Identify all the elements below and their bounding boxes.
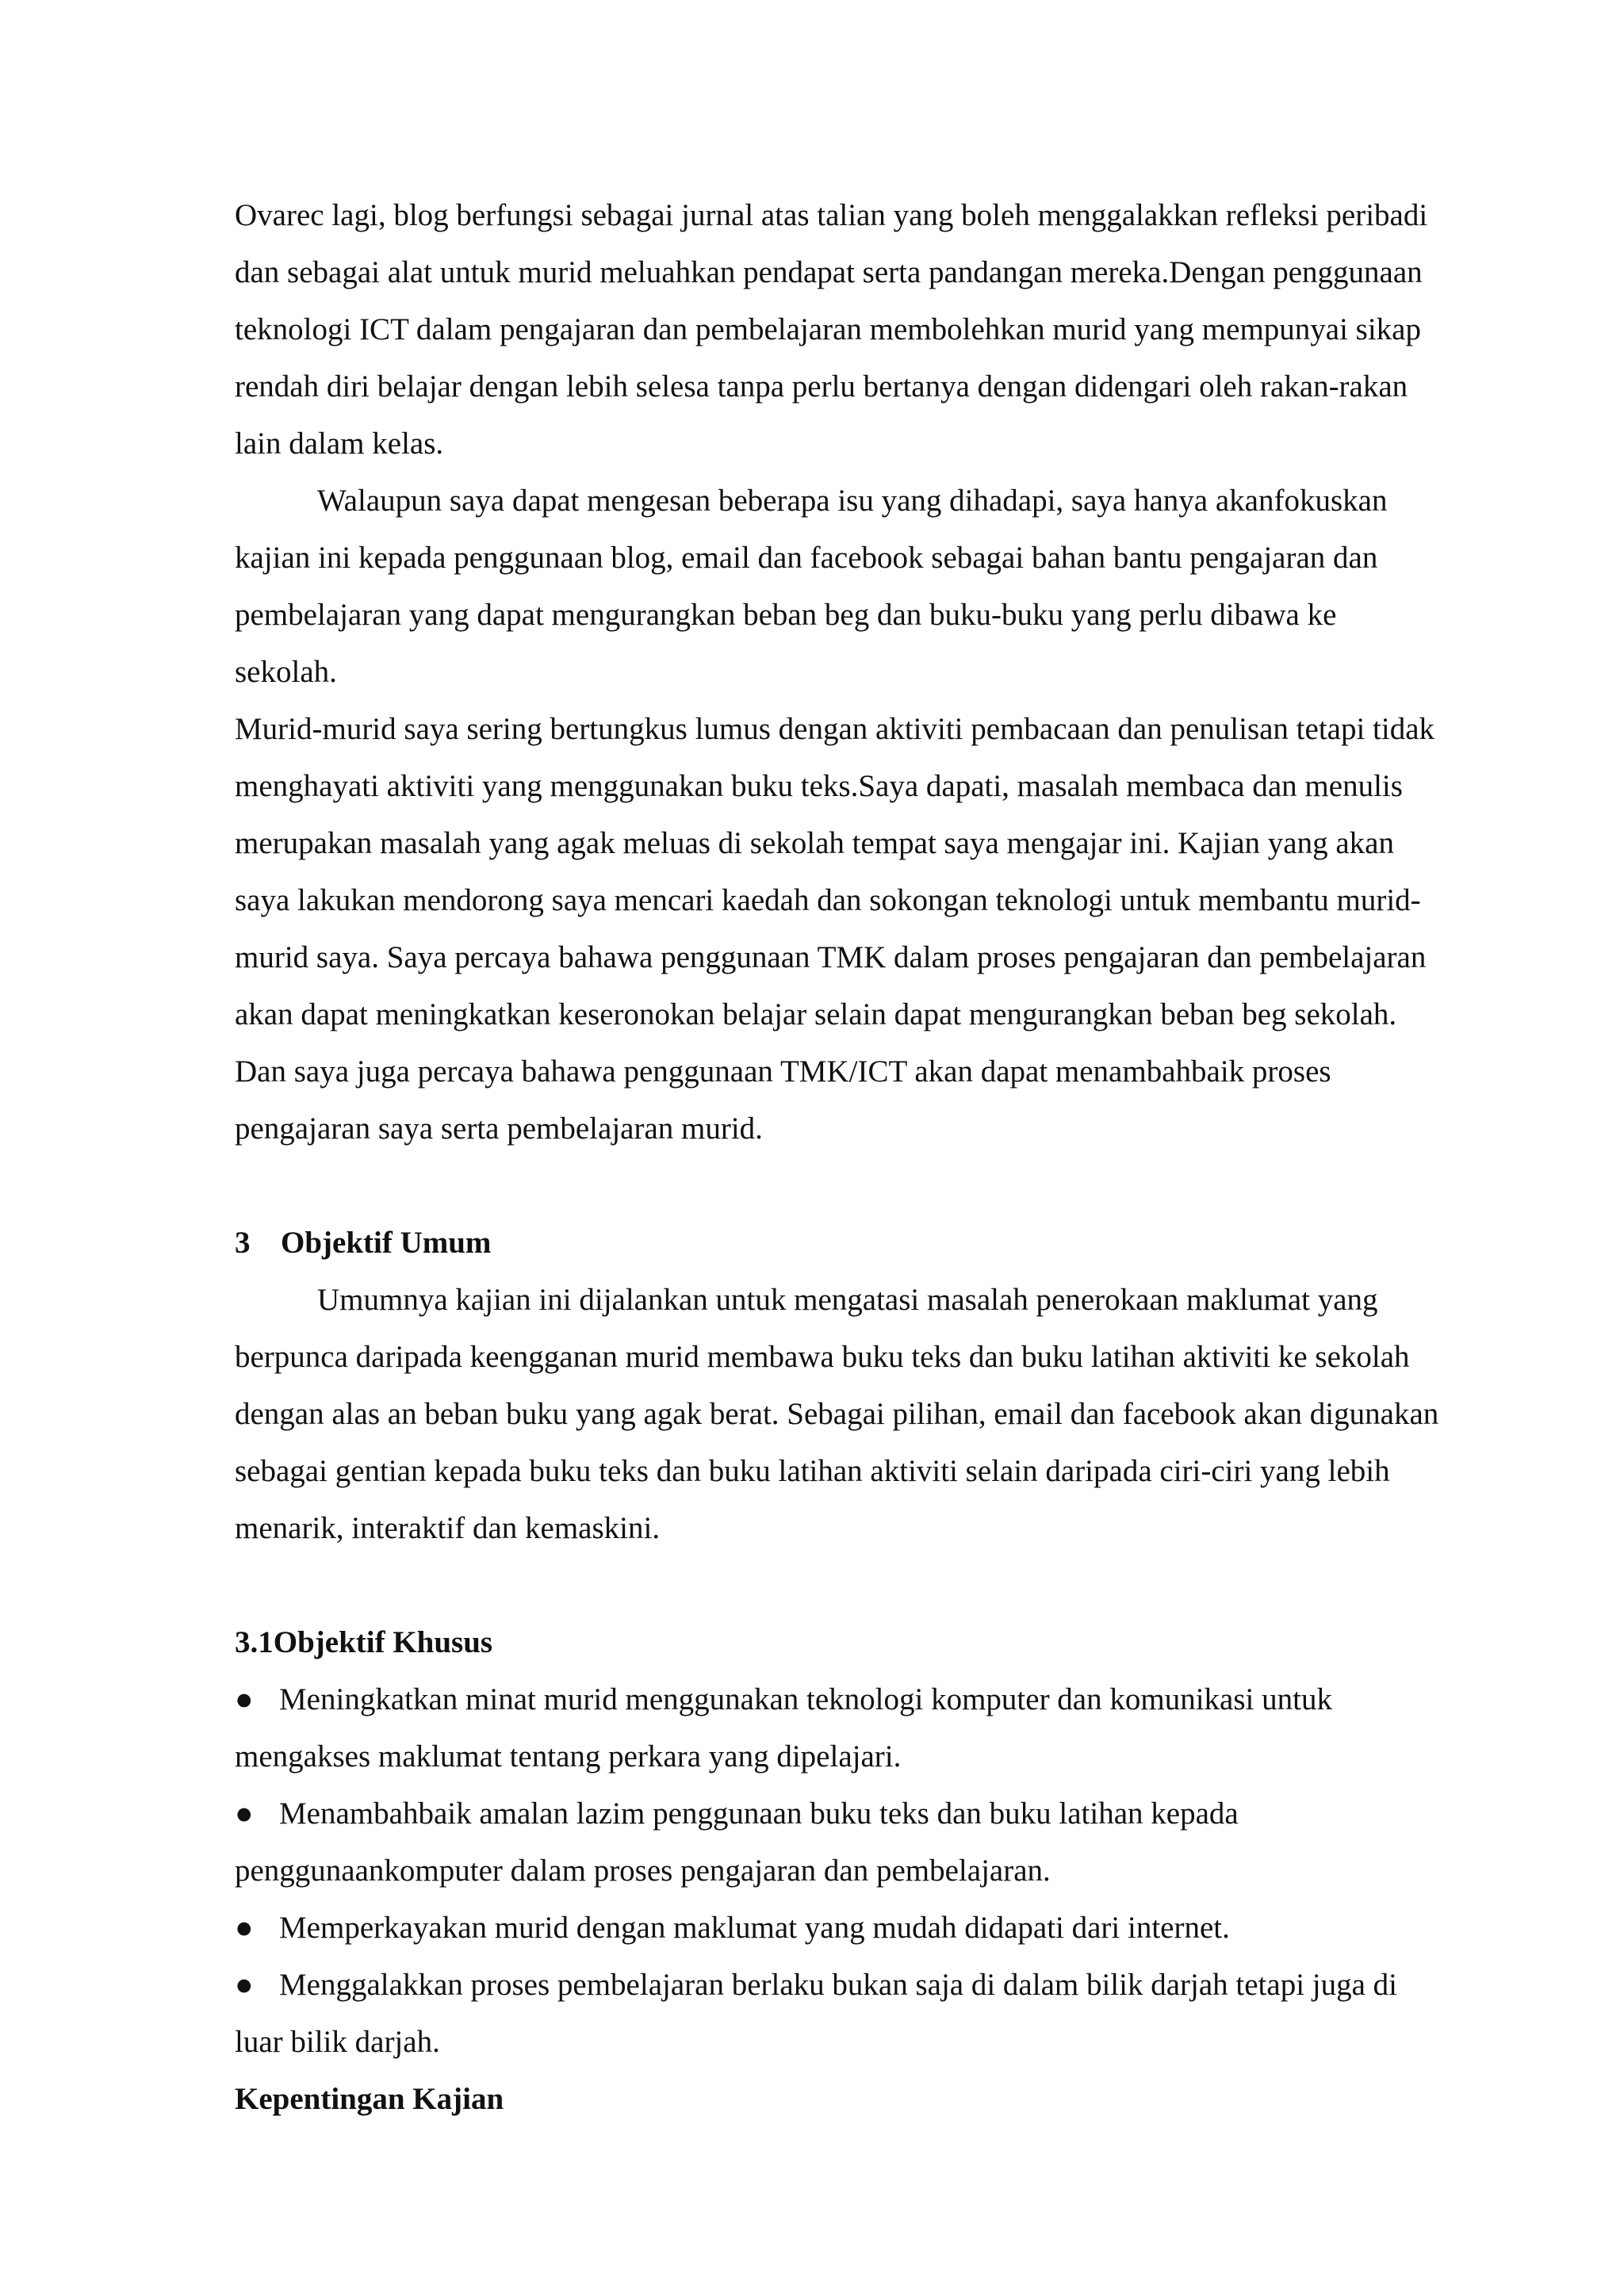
spacer (235, 1557, 1440, 1614)
intro-paragraph-1: Ovarec lagi, blog berfungsi sebagai jurnal atas talian yang boleh menggalakkan refleksi peribadi dan sebagai alat untuk murid meluahkan pendapat serta pandangan mereka.Dengan penggunaan teknologi ICT dalam pengajaran dan pembelajaran membolehkan murid yang mempunyai sikap rendah diri belajar dengan lebih selesa tanpa perlu bertanya dengan didengari oleh rakan-rakan lain dalam kelas. (235, 198, 1428, 461)
section-heading-importance: Kepentingan Kajian (235, 2082, 504, 2116)
objective-text: Menambahbaik amalan lazim penggunaan buku teks dan buku latihan kepada penggunaankomputer dalam proses pengajaran dan pembelajaran. (235, 1797, 1239, 1888)
bullet-icon: ● (235, 1682, 254, 1716)
section-heading-specific: 3.1Objektif Khusus (235, 1625, 493, 1659)
document-page (235, 187, 1440, 2128)
bullet-icon: ● (235, 1968, 254, 2002)
intro-paragraph-3: Murid-murid saya sering bertungkus lumus dengan aktiviti pembacaan dan penulisan tetapi tidak menghayati aktiviti yang menggunakan buku teks.Saya dapati, masalah membaca dan menulis merupakan masalah yang agak meluas di sekolah tempat saya mengajar ini. Kajian yang akan saya lakukan mendorong saya mencari kaedah dan sokongan teknologi untuk membantu murid-murid saya. Saya percaya bahawa penggunaan TMK dalam proses pengajaran dan pembelajaran akan dapat meningkatkan keseronokan belajar selain dapat mengurangkan beban beg sekolah. Dan saya juga percaya bahawa penggunaan TMK/ICT akan dapat menambahbaik proses pengajaran saya serta pembelajaran murid. (235, 712, 1435, 1146)
general-objective-paragraph: Umumnya kajian ini dijalankan untuk mengatasi masalah penerokaan maklumat yang berpunca daripada keengganan murid membawa buku teks dan buku latihan aktiviti ke sekolah dengan alas an beban buku yang agak berat. Sebagai pilihan, email dan facebook akan digunakan sebagai gentian kepada buku teks dan buku latihan aktiviti selain daripada ciri-ciri yang lebih menarik, interaktif dan kemaskini. (235, 1283, 1439, 1545)
objective-bullet-4 (235, 1957, 1440, 2071)
objective-bullet-1 (235, 1671, 1440, 1785)
objective-bullet-2 (235, 1785, 1440, 1900)
objective-text: Memperkayakan murid dengan maklumat yang mudah didapati dari internet. (279, 1911, 1230, 1945)
objective-bullet-3 (235, 1900, 1440, 1957)
objective-text: Meningkatkan minat murid menggunakan teknologi komputer dan komunikasi untuk mengakses maklumat tentang perkara yang dipelajari. (235, 1682, 1332, 1774)
bullet-icon: ● (235, 1797, 254, 1831)
section-number: 3 (235, 1226, 251, 1260)
objective-text: Menggalakkan proses pembelajaran berlaku bukan saja di dalam bilik darjah tetapi juga di luar bilik darjah. (235, 1968, 1398, 2059)
section-title: Objektif Umum (281, 1226, 492, 1260)
section-heading-general (235, 1215, 1440, 1272)
bullet-icon: ● (235, 1911, 254, 1945)
intro-paragraph-2: Walaupun saya dapat mengesan beberapa isu yang dihadapi, saya hanya akanfokuskan kajian ini kepada penggunaan blog, email dan facebook sebagai bahan bantu pengajaran dan pembelajaran yang dapat mengurangkan beban beg dan buku-buku yang perlu dibawa ke sekolah. (235, 484, 1388, 689)
spacer (235, 1158, 1440, 1215)
